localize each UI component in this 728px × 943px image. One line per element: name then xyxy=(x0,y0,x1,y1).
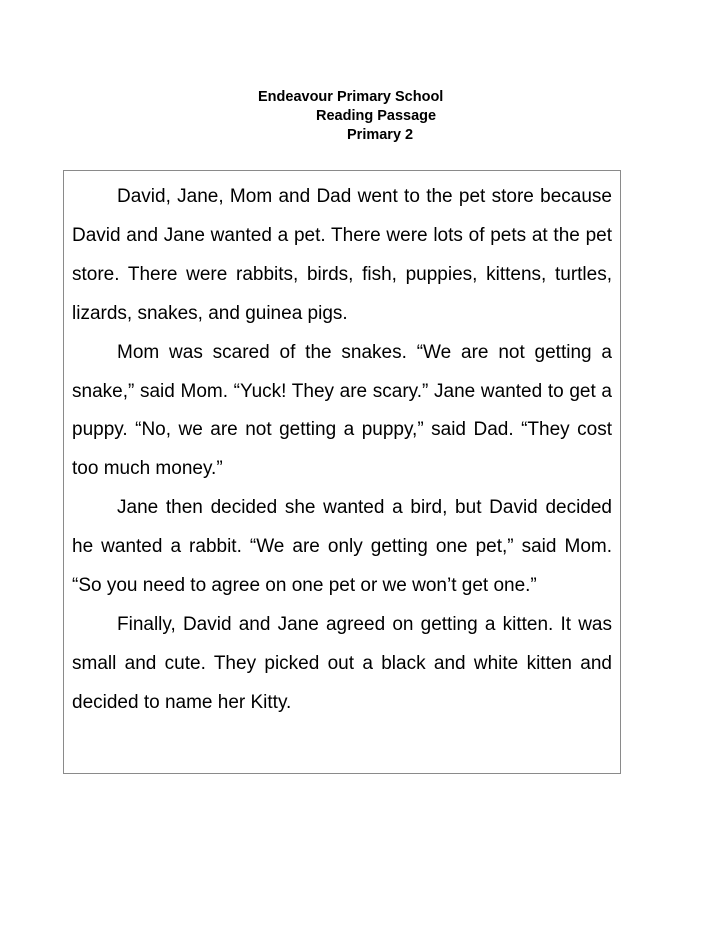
passage-paragraph-3: Jane then decided she wanted a bird, but David decided he wanted a rabbit. “We are only getting one pet,” said Mom. “So you need to agree on one pet or we won’t get one.” xyxy=(72,497,612,597)
passage-paragraph-1: David, Jane, Mom and Dad went to the pet store because David and Jane wanted a pet. There were lots of pets at the pet store. There were rabbits, birds, fish, puppies, kittens, turtles, lizards, snakes, and guinea pigs. xyxy=(72,186,612,324)
reading-passage-text xyxy=(72,178,612,723)
passage-paragraph-2: Mom was scared of the snakes. “We are not getting a snake,” said Mom. “Yuck! They are scary.” Jane wanted to get a puppy. “No, we are not getting a puppy,” said Dad. “They cost too much money.” xyxy=(72,341,612,480)
reading-passage-box xyxy=(63,170,621,774)
document-title: Reading Passage xyxy=(316,108,437,124)
passage-paragraph-4: Finally, David and Jane agreed on getting a kitten. It was small and cute. They picked out a black and white kitten and decided to name her Kitty. xyxy=(72,613,612,713)
school-name: Endeavour Primary School xyxy=(258,89,444,105)
grade-level: Primary 2 xyxy=(347,127,414,143)
